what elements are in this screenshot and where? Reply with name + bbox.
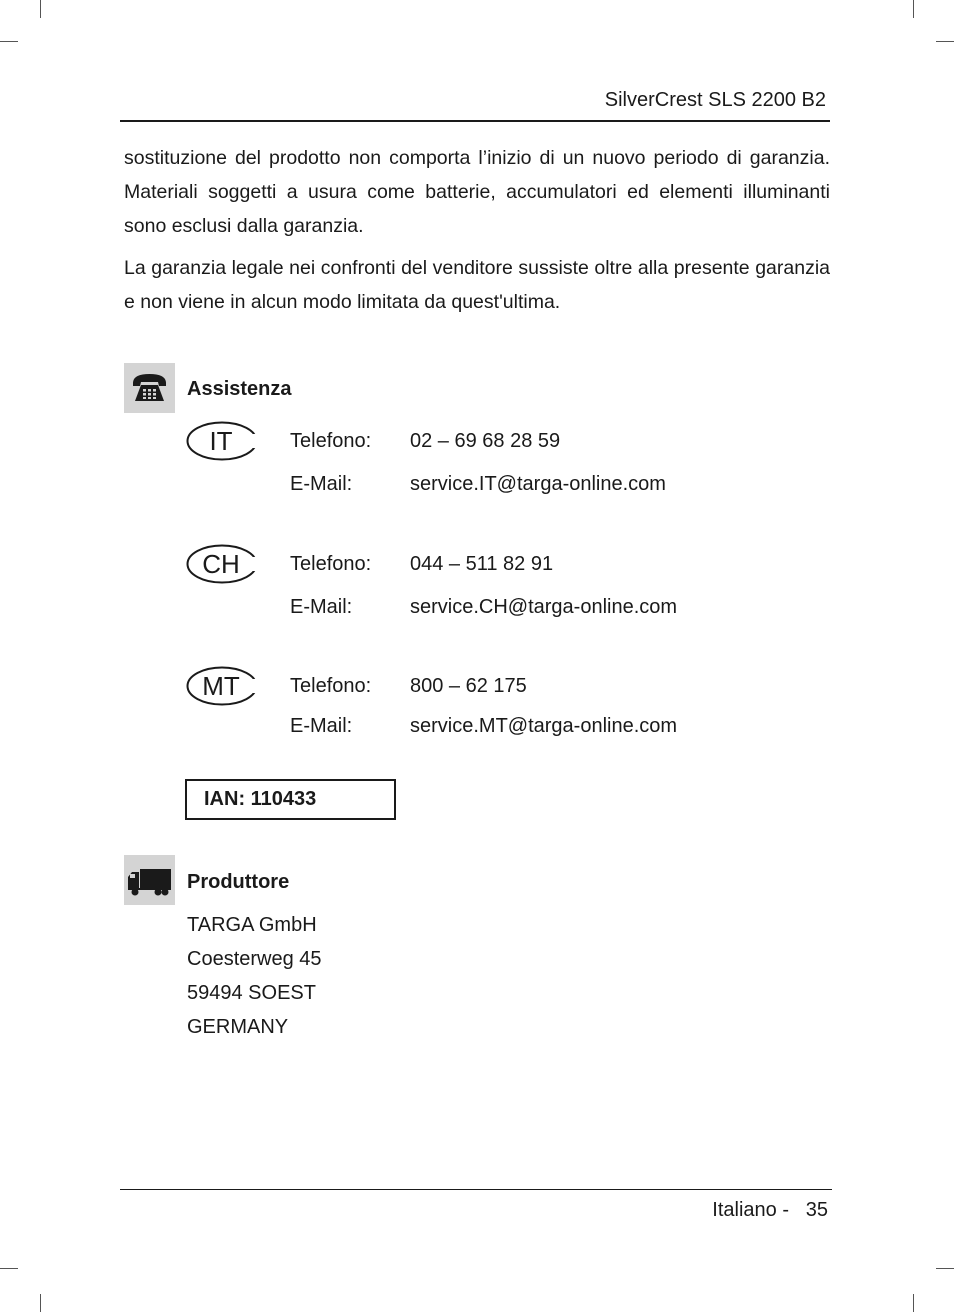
phone-label: Telefono: [290,553,372,575]
street-address: Coesterweg 45 [187,948,322,970]
ian-number: IAN: 110433 [204,788,317,810]
phone-number-ch: 044 – 511 82 91 [410,553,554,575]
ian-box [185,779,396,820]
phone-number-it: 02 – 69 68 28 59 [410,430,561,452]
country-badge-it [186,421,258,461]
crop-mark [0,1268,18,1269]
running-header: SilverCrest SLS 2200 B2 [604,89,826,111]
truck-icon [124,855,175,905]
phone-label: Telefono: [290,675,372,697]
phone-number-mt: 800 – 62 175 [410,675,527,697]
country-badge-mt [186,666,258,706]
crop-mark [936,1268,954,1269]
crop-mark [40,0,41,18]
email-it[interactable]: service.IT@targa-online.com [410,473,666,495]
service-heading: Assistenza [187,378,292,400]
telephone-icon [124,363,175,413]
svg-text:CH: CH [202,549,240,579]
email-ch[interactable]: service.CH@targa-online.com [410,596,678,618]
header-rule [120,120,830,122]
email-label: E-Mail: [290,473,353,495]
country-badge-ch [186,544,258,584]
crop-mark [936,41,954,42]
footer-rule [120,1189,832,1190]
country: GERMANY [187,1016,289,1038]
svg-text:IT: IT [209,426,233,456]
page-number: 35 [805,1199,828,1221]
legal-warranty-paragraph: La garanzia legale nei confronti del venditore sussiste oltre alla presente garanzia e non viene in alcun modo limitata da quest'ultima. [124,257,830,313]
email-label: E-Mail: [290,715,353,737]
svg-text:MT: MT [202,671,240,701]
company-name: TARGA GmbH [187,914,317,936]
crop-mark [913,1294,914,1312]
crop-mark [0,41,18,42]
crop-mark [913,0,914,18]
phone-label: Telefono: [290,430,372,452]
email-mt[interactable]: service.MT@targa-online.com [410,715,678,737]
warranty-paragraph: sostituzione del prodotto non comporta l’inizio di un nuovo periodo di garanzia. Materiali soggetti a usura come batterie, accumulatori ed elementi illuminanti sono esclusi dalla garanzia. [124,147,830,237]
postal-city: 59494 SOEST [187,982,316,1004]
manufacturer-heading: Produttore [187,871,290,893]
footer-language: Italiano - [712,1199,789,1221]
crop-mark [40,1294,41,1312]
email-label: E-Mail: [290,596,353,618]
